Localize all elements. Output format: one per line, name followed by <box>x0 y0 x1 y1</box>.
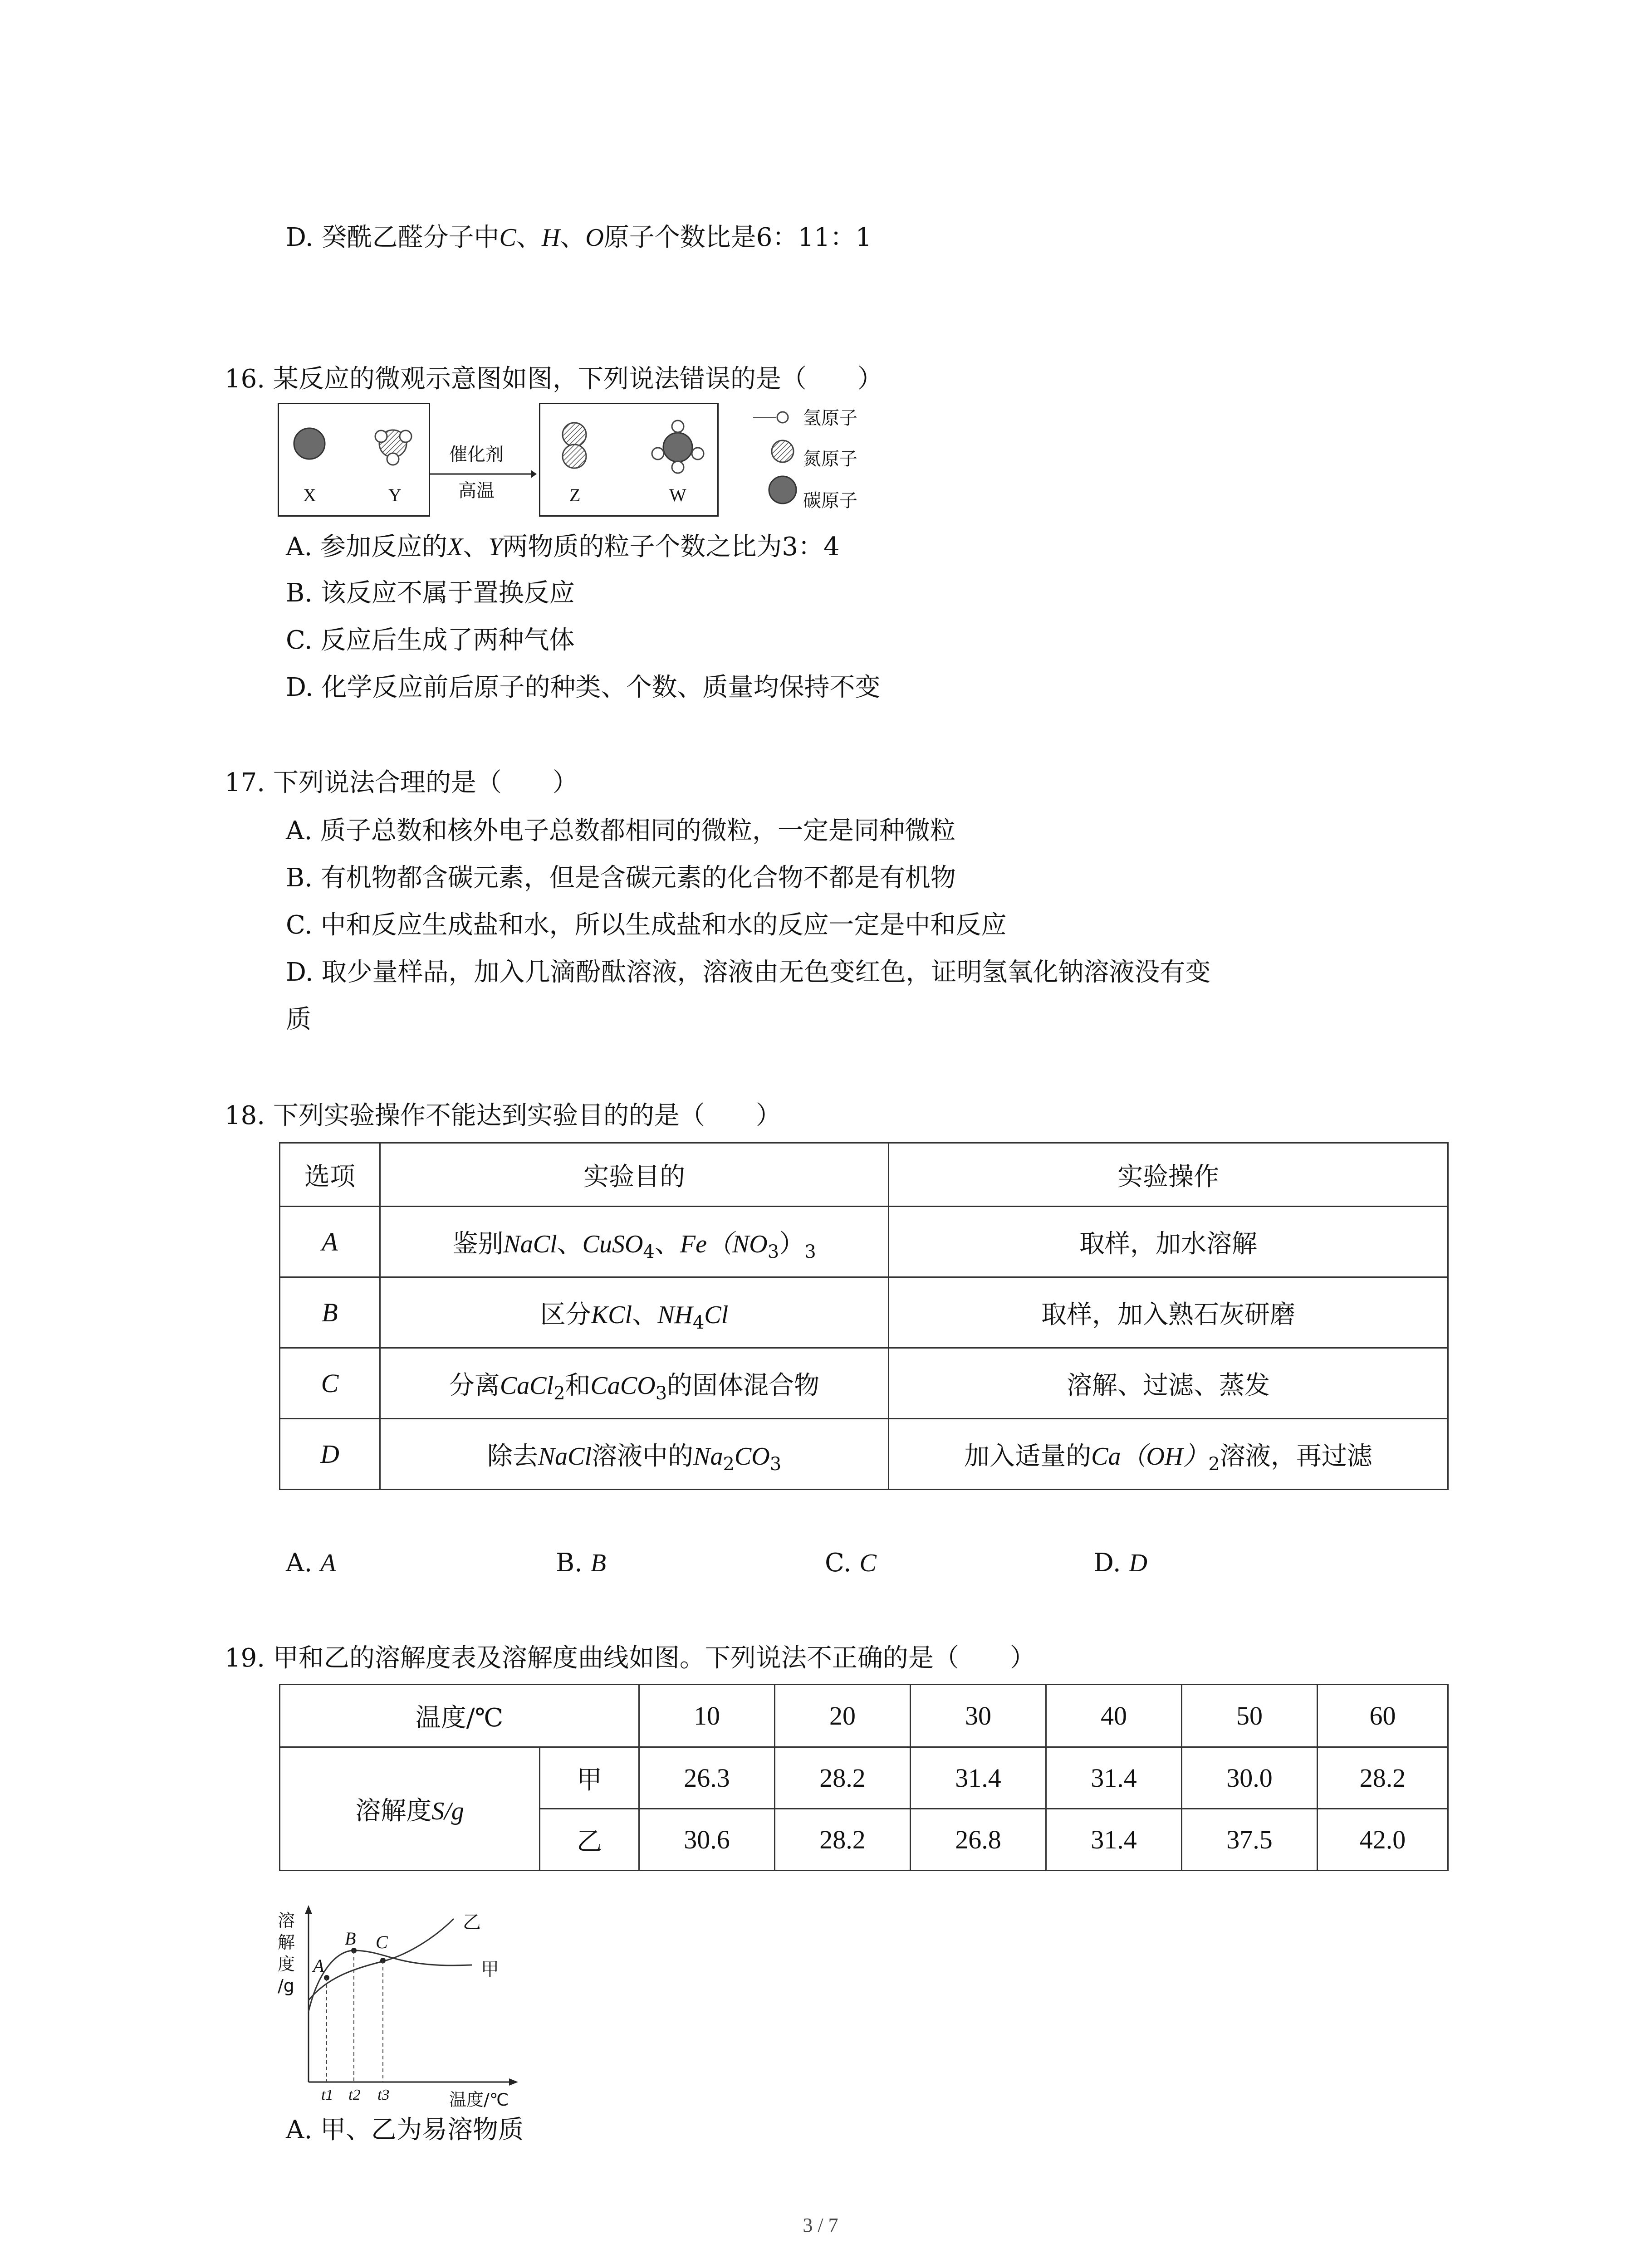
row-c-option: C <box>280 1348 380 1419</box>
x-carbon-atom <box>294 428 325 459</box>
point-b: B <box>345 1928 356 1949</box>
q17-stem: 17. 下列说法合理的是（ ） <box>225 768 578 797</box>
yi-50: 37.5 <box>1182 1809 1318 1871</box>
row-jia-name: 甲 <box>540 1747 639 1809</box>
row-d-option: D <box>280 1419 380 1490</box>
tick-t2: t2 <box>348 2087 361 2103</box>
nitrogen-atom-icon <box>772 440 794 462</box>
q16-option-a: A. 参加反应的X、Y两物质的粒子个数之比为3：4 <box>286 532 840 562</box>
row-c-operation: 溶解、过滤、蒸发 <box>889 1348 1448 1419</box>
jia-40: 31.4 <box>1046 1747 1182 1809</box>
q15-option-d: D. 癸酰乙醛分子中C、H、O原子个数比是6：11：1 <box>286 223 872 252</box>
row-a-option: A <box>280 1207 380 1277</box>
row-b-option: B <box>280 1277 380 1348</box>
header-purpose: 实验目的 <box>380 1143 889 1207</box>
arrow-bottom-label: 高温 <box>458 480 495 501</box>
jia-60: 28.2 <box>1318 1747 1448 1809</box>
temp-20: 20 <box>775 1685 911 1747</box>
temp-header: 温度/℃ <box>280 1685 639 1747</box>
yi-30: 26.8 <box>911 1809 1046 1871</box>
q17-option-a: A. 质子总数和核外电子总数都相同的微粒，一定是同种微粒 <box>286 816 956 846</box>
q16-option-b: B. 该反应不属于置换反应 <box>286 578 575 608</box>
header-operation: 实验操作 <box>889 1143 1448 1207</box>
q19-stem: 19. 甲和乙的溶解度表及溶解度曲线如图。下列说法不正确的是（ ） <box>225 1643 1035 1673</box>
product-molecules <box>539 403 720 516</box>
jia-10: 26.3 <box>639 1747 775 1809</box>
label-x: X <box>303 485 316 505</box>
legend-nitrogen: 氮原子 <box>803 449 857 469</box>
q18-stem: 18. 下列实验操作不能达到实验目的的是（ ） <box>225 1101 781 1130</box>
yi-10: 30.6 <box>639 1809 775 1871</box>
arrow-top-label: 催化剂 <box>449 444 504 465</box>
q17-option-d: D. 取少量样品，加入几滴酚酞溶液，溶液由无色变红色，证明氢氧化钠溶液没有变 <box>286 958 1211 987</box>
header-option: 选项 <box>280 1143 380 1207</box>
q16-option-d: D. 化学反应前后原子的种类、个数、质量均保持不变 <box>286 673 881 702</box>
q18-table <box>279 1142 1449 1490</box>
legend-carbon: 碳原子 <box>803 490 857 511</box>
q16-stem: 16. 某反应的微观示意图如图，下列说法错误的是（ ） <box>225 364 883 394</box>
q17-option-b: B. 有机物都含碳元素，但是含碳元素的化合物不都是有机物 <box>286 863 956 893</box>
row-d-operation: 加入适量的$Ca(OH)_2$溶液，再过滤 <box>889 1419 1448 1490</box>
jia-30: 31.4 <box>911 1747 1046 1809</box>
yi-60: 42.0 <box>1318 1809 1448 1871</box>
row-b-purpose: 区分KCl、$NH_4Cl$ <box>380 1277 889 1348</box>
point-a: A <box>313 1955 324 1976</box>
label-z: Z <box>569 485 581 505</box>
row-a-purpose: 鉴别NaCl、CuSO$_4$、$Fe(NO_3)_3$ <box>380 1207 889 1277</box>
row-b-operation: 取样，加入熟石灰研磨 <box>889 1277 1448 1348</box>
label-w: W <box>669 485 686 505</box>
row-d-purpose: 除去NaCl溶液中的$Na_2CO_3$ <box>380 1419 889 1490</box>
point-c: C <box>376 1932 388 1952</box>
row-yi-name: 乙 <box>540 1809 639 1871</box>
tick-t3: t3 <box>377 2087 390 2103</box>
q16-option-c: C. 反应后生成了两种气体 <box>286 626 575 655</box>
q18-answer-b: B. B <box>556 1548 606 1578</box>
row-c-purpose: 分离CaCl$_2$和CaCO$_3$的固体混合物 <box>380 1348 889 1419</box>
temp-10: 10 <box>639 1685 775 1747</box>
jia-50: 30.0 <box>1182 1747 1318 1809</box>
temp-60: 60 <box>1318 1685 1448 1747</box>
hydrogen-atom-icon <box>777 412 788 423</box>
q19-option-a: A. 甲、乙为易溶物质 <box>286 2115 524 2145</box>
reactant-molecules <box>278 403 432 516</box>
solubility-label: 溶解度S/g <box>280 1747 540 1871</box>
series-jia-label: 甲 <box>481 1959 499 1980</box>
graph-y-label: 溶 解 度 /g <box>278 1911 295 1996</box>
legend-hydrogen: 氢原子 <box>803 408 857 429</box>
q18-answer-c: C. C <box>825 1548 877 1578</box>
yi-40: 31.4 <box>1046 1809 1182 1871</box>
solubility-graph <box>299 1905 535 2105</box>
q19-table <box>279 1684 1449 1871</box>
jia-20: 28.2 <box>775 1747 911 1809</box>
carbon-atom-icon <box>769 476 796 503</box>
page-number: 3 / 7 <box>803 2214 838 2236</box>
temp-50: 50 <box>1182 1685 1318 1747</box>
q18-answer-d: D. D <box>1093 1548 1147 1578</box>
series-yi-label: 乙 <box>463 1912 481 1933</box>
q17-option-d-cont: 质 <box>286 1005 311 1034</box>
temp-30: 30 <box>911 1685 1046 1747</box>
row-a-operation: 取样，加水溶解 <box>889 1207 1448 1277</box>
q18-answer-a: A. A <box>286 1548 336 1578</box>
q17-option-c: C. 中和反应生成盐和水，所以生成盐和水的反应一定是中和反应 <box>286 910 1007 940</box>
label-y: Y <box>388 485 402 505</box>
tick-t1: t1 <box>321 2087 333 2103</box>
legend-symbols <box>744 399 798 508</box>
temp-40: 40 <box>1046 1685 1182 1747</box>
yi-20: 28.2 <box>775 1809 911 1871</box>
graph-x-label: 温度/℃ <box>449 2090 509 2110</box>
